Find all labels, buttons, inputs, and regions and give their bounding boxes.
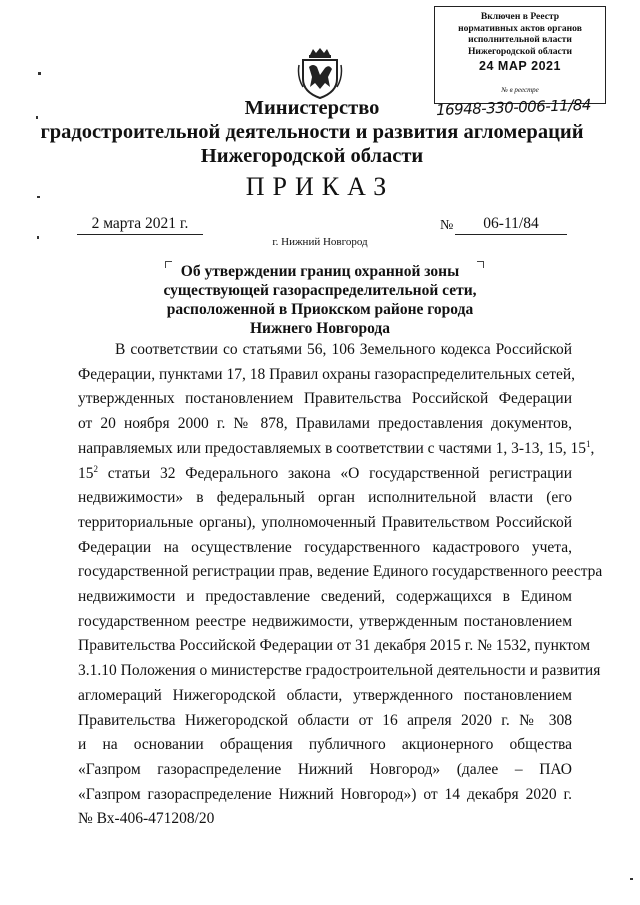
document-type-heading: ПРИКАЗ [245,172,395,201]
document-date: 2 марта 2021 г. [77,215,203,235]
title-line: Нижнего Новгорода [249,320,391,337]
body-line: утвержденных постановлением Правительства Российской Федерации [78,390,572,408]
body-line: 3.1.10 Положения о министерстве градостроительной деятельности и развития [78,662,601,680]
stamp-line: Нижегородской области [467,45,573,57]
scan-speck [630,878,633,880]
stamp-line: Включен в Реестр [480,11,560,22]
body-line: Правительства Нижегородской области от 16 апреля 2020 г. № 308 [78,711,572,729]
ministry-name-line1: Министерство [244,97,380,119]
body-line: недвижимости» в федеральный орган исполнительной власти (его [78,489,572,507]
registry-number-handwritten: 16948-330-006-11/84 [435,95,592,120]
document-title [150,262,490,338]
scan-speck [37,236,39,239]
scan-speck [36,116,38,119]
body-line [78,462,572,487]
body-line: территориальные органы), уполномоченный Правительством Российской [78,513,572,531]
coat-of-arms-emblem [297,47,343,99]
document-body [78,338,603,832]
stamp-line: нормативных актов органов [458,22,582,34]
body-line: от 20 ноября 2000 г. № 878, Правилами предоставления документов, [78,415,572,433]
body-line: государственной регистрации прав, ведение Единого государственного реестра [78,563,603,581]
title-line: расположенной в Приокском районе города [166,301,474,318]
body-line: Федерации, пунктами 17, 18 Правил охраны газораспределительных сетей, [78,365,576,383]
ministry-name-line3: Нижегородской области [200,145,424,167]
body-line: агломераций Нижегородской области, утвержденного постановлением [78,686,572,704]
document-number: 06-11/84 [455,215,567,235]
body-line: государственном реестре недвижимости, утвержденным постановлением [78,612,572,630]
superscript: 1 [586,438,591,449]
stamp-registry-label: № в реестре [501,86,539,94]
body-line: недвижимости и предоставление сведений, содержащихся в Едином [78,588,572,606]
registry-stamp [434,6,606,104]
body-line: № Вх-406-471208/20 [78,810,215,828]
body-line-text: 15 [78,464,94,482]
document-number-label: № [440,218,454,233]
body-line: В соответствии со статьями 56, 106 Земельного кодекса Российской [115,341,572,358]
stamp-date: 24 МАР 2021 [479,59,561,73]
scan-speck [38,72,41,75]
document-city: г. Нижний Новгород [272,236,368,248]
body-line: Федерации на осуществление государственного кадастрового учета, [78,538,572,556]
body-line: направляемых или предоставляемых в соответствии с частями 1, 3-13, 15, $15^1$, [78,438,595,457]
scan-speck [37,196,40,198]
body-line-text: направляемых или предоставляемых в соответствии с частями 1, 3-13, 15, 15 [78,439,587,457]
title-line: Об утверждении границ охранной зоны [180,263,460,280]
title-line: существующей газораспределительной сети, [163,282,477,299]
body-line: «Газпром газораспределение Нижний Новгород» (далее – ПАО [78,760,572,778]
stamp-line: исполнительной власти [468,34,572,45]
body-line: «Газпром газораспределение Нижний Новгород») от 14 декабря 2020 г. [78,785,572,803]
body-line: и на основании обращения публичного акционерного общества [78,736,572,754]
body-line-text: статьи 32 Федерального закона «О государственной регистрации [98,464,572,482]
body-line: Правительства Российской Федерации от 31 декабря 2015 г. № 1532, пунктом [78,637,591,655]
superscript: 2 [93,463,98,474]
ministry-name-line2: градостроительной деятельности и развития агломераций [40,121,584,143]
